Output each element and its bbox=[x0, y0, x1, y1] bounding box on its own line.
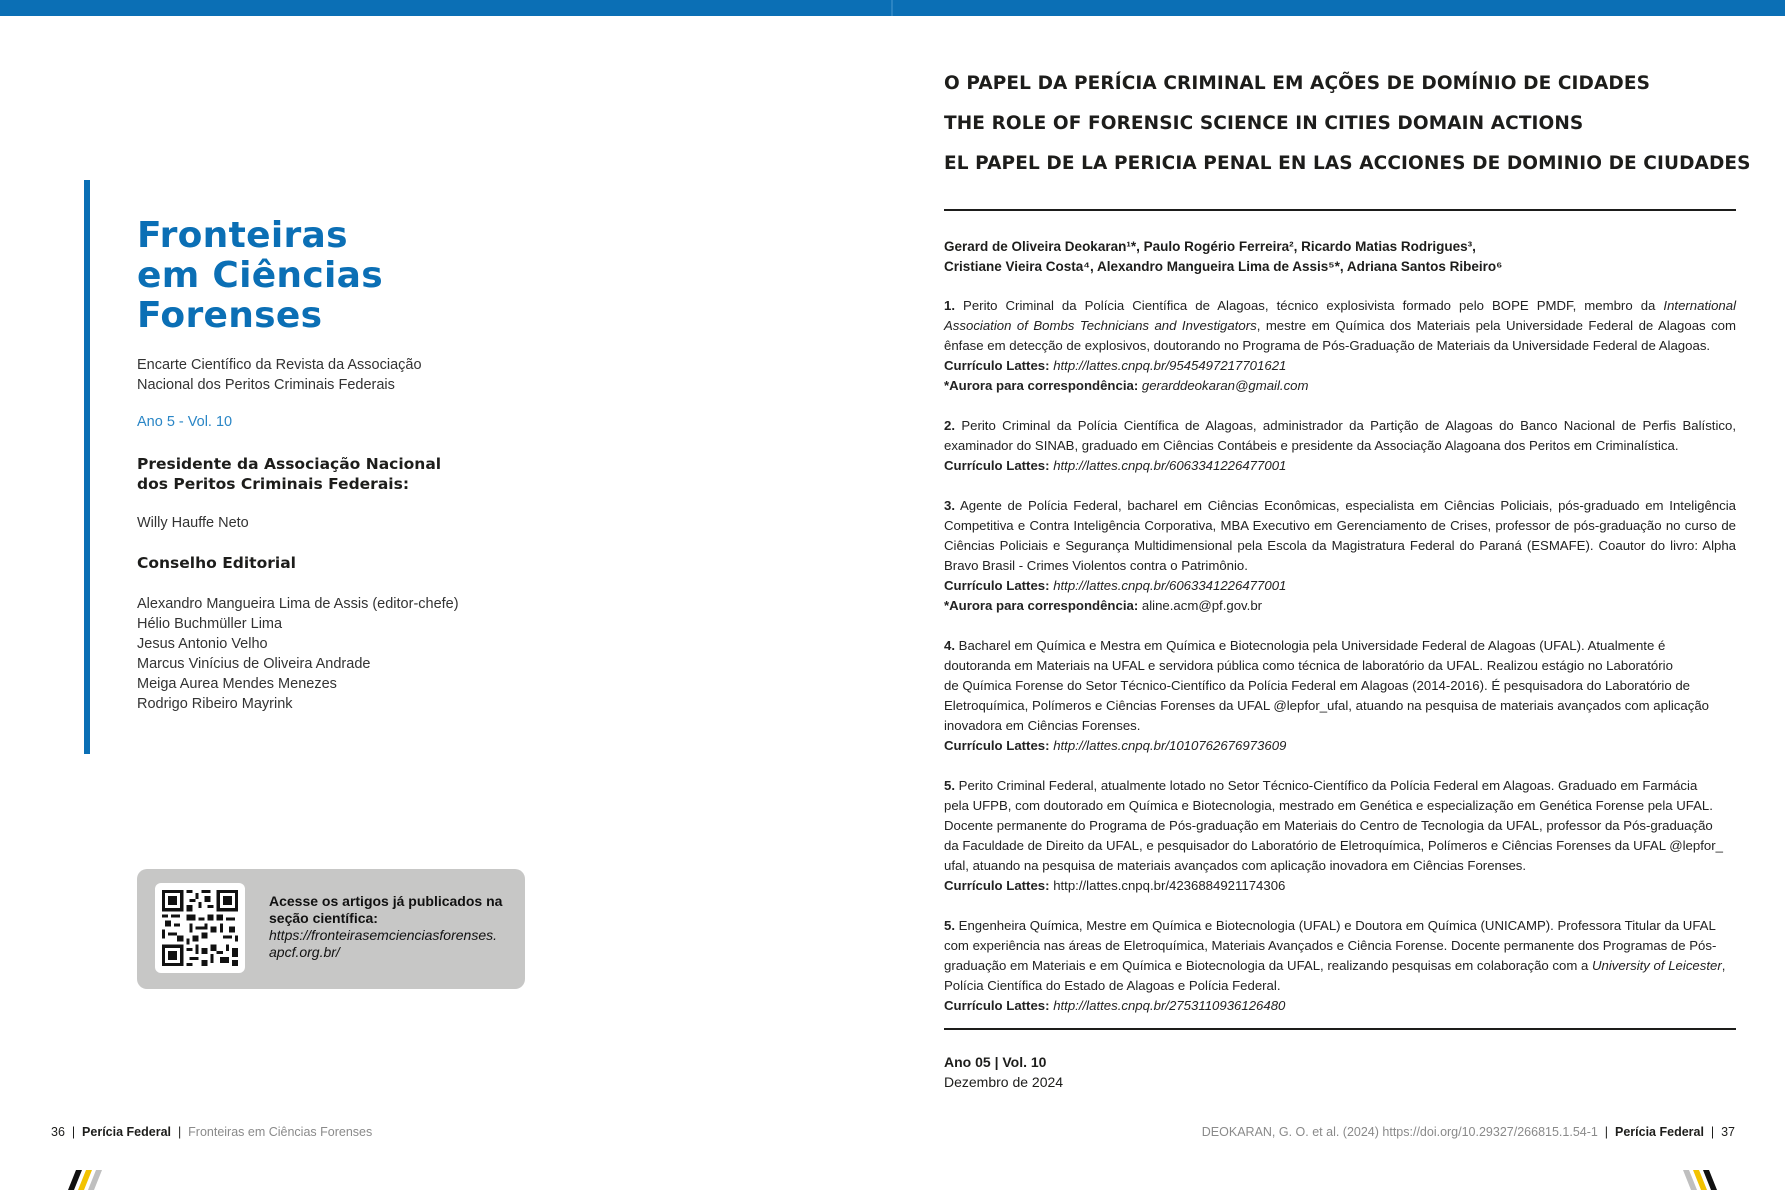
president-name: Willy Hauffe Neto bbox=[137, 515, 249, 531]
section-name: Fronteiras em Ciências Forenses bbox=[188, 1125, 373, 1139]
affiliation-text: Eletroquímica, Polímeros e Ciências Forenses da UFAL @lepfor_ufal, atuando na pesquisa de materiais avançados com aplicação bbox=[944, 698, 1709, 713]
board-member: Alexandro Mangueira Lima de Assis (editor-chefe) bbox=[137, 596, 459, 612]
issue-volume: Ano 05 | Vol. 10 bbox=[944, 1054, 1047, 1070]
affiliation-italic: International Association of Bombs Technicians and Investigators bbox=[944, 298, 1737, 333]
lattes-link[interactable]: http://lattes.cnpq.br/1010762676973609 bbox=[1053, 738, 1287, 753]
affiliation-number: 1. bbox=[944, 298, 955, 313]
lattes-label: Currículo Lattes: bbox=[944, 878, 1050, 893]
qr-callout bbox=[137, 869, 525, 989]
authors-line-2: Cristiane Vieira Costa⁴, Alexandro Mangueira Lima de Assis⁵*, Adriana Santos Ribeiro⁶ bbox=[944, 259, 1503, 274]
affiliation-text: Perito Criminal da Polícia Científica de Alagoas, administrador da Partição de Alagoas do Banco Nacional de Perfis Balístico, examinador do SINAB, graduado em Ciências Contábeis e presidente da Associação Alagoana dos Peritos em Criminalística. bbox=[944, 418, 1736, 453]
journal-title-line-1: Fronteiras bbox=[137, 215, 348, 256]
correspondence-email[interactable]: aline.acm@pf.gov.br bbox=[1141, 598, 1263, 613]
board-member: Rodrigo Ribeiro Mayrink bbox=[137, 696, 293, 712]
citation-doi[interactable]: DEOKARAN, G. O. et al. (2024) https://doi.org/10.29327/266815.1.54-1 bbox=[1201, 1125, 1598, 1139]
journal-subtitle: Encarte Científico da Revista da Associação Nacional dos Peritos Criminais Federais bbox=[137, 357, 422, 393]
title-english: THE ROLE OF FORENSIC SCIENCE IN CITIES DOMAIN ACTIONS bbox=[944, 113, 1584, 134]
qr-code-icon[interactable] bbox=[155, 883, 245, 973]
correspondence-label: *Aurora para correspondência: bbox=[944, 378, 1139, 393]
lattes-label: Currículo Lattes: bbox=[944, 358, 1050, 373]
affiliation-number: 2. bbox=[944, 418, 955, 433]
qr-heading: Acesse os artigos já publicados na seção científica: bbox=[269, 893, 503, 926]
correspondence-email[interactable]: gerarddeokaran@gmail.com bbox=[1141, 378, 1309, 393]
bottom-divider bbox=[944, 1028, 1736, 1030]
footer-left: 36 | Perícia Federal | Fronteiras em Ciências Forenses bbox=[51, 1125, 373, 1139]
lattes-link[interactable]: http://lattes.cnpq.br/2753110936126480 bbox=[1053, 998, 1286, 1013]
lattes-link[interactable]: http://lattes.cnpq.br/9545497217701621 bbox=[1053, 358, 1287, 373]
decorative-stripes-icon bbox=[1675, 1170, 1725, 1190]
magazine-name: Perícia Federal bbox=[82, 1125, 171, 1139]
volume-label: Ano 5 - Vol. 10 bbox=[137, 414, 233, 430]
article-titles bbox=[944, 72, 1751, 192]
affiliation-1 bbox=[944, 296, 1736, 396]
affiliation-text: Perito Criminal da Polícia Científica de Alagoas, técnico explosivista formado pelo BOPE PMDF, membro da bbox=[963, 298, 1664, 313]
left-accent-rule bbox=[84, 180, 90, 754]
editorial-board-list bbox=[137, 594, 459, 714]
affiliation-text: ufal, atuando na pesquisa de materiais avançados com aplicação inovadora em Ciências Forenses. bbox=[944, 858, 1527, 873]
issue-info bbox=[944, 1052, 1063, 1092]
qr-callout-text bbox=[269, 893, 509, 961]
president-heading: Presidente da Associação Nacional dos Peritos Criminais Federais: bbox=[137, 455, 442, 493]
authors-line-1: Gerard de Oliveira Deokaran¹*, Paulo Rogério Ferreira², Ricardo Matias Rodrigues³, bbox=[944, 239, 1476, 254]
affiliation-text: Docente permanente do Programa de Pós-graduação em Materiais do Centro de Tecnologia da UFAL, professor da Pós-graduação bbox=[944, 818, 1713, 833]
board-member: Jesus Antonio Velho bbox=[137, 636, 268, 652]
affiliation-number: 5. bbox=[944, 918, 955, 933]
affiliation-text: pela UFPB, com doutorado em Química e Biotecnologia, mestrado em Genética e especialização em Genética Forense pela UFAL. bbox=[944, 798, 1713, 813]
affiliation-text: de Química Forense do Setor Técnico-Científico da Polícia Federal em Alagoas (2014-2016). É pesquisadora do Laboratório de bbox=[944, 678, 1691, 693]
affiliation-text: doutoranda em Materiais na UFAL e servidora pública como técnica de laboratório da UFAL. Realizou estágio no Laboratório bbox=[944, 658, 1673, 673]
lattes-label: Currículo Lattes: bbox=[944, 998, 1050, 1013]
affiliation-text: Engenheira Química, Mestre em Química e Biotecnologia (UFAL) e Doutora em Química (UNICAMP). Professora Titular da UFAL bbox=[958, 918, 1716, 933]
affiliation-text: Bacharel em Química e Mestra em Química e Biotecnologia pela Universidade Federal de Alagoas (UFAL). Atualmente é bbox=[958, 638, 1666, 653]
author-list bbox=[944, 237, 1736, 277]
affiliation-4 bbox=[944, 636, 1736, 756]
affiliation-text: Polícia Científica do Estado de Alagoas e Polícia Federal. bbox=[944, 978, 1281, 993]
issue-date: Dezembro de 2024 bbox=[944, 1074, 1064, 1090]
affiliation-text: Perito Criminal Federal, atualmente lotado no Setor Técnico-Científico da Polícia Federal em Alagoas. Graduado em Farmácia bbox=[958, 778, 1698, 793]
journal-title-line-2: em Ciências bbox=[137, 255, 383, 296]
editorial-board-heading: Conselho Editorial bbox=[137, 554, 296, 572]
affiliation-text: Agente de Polícia Federal, bacharel em Ciências Econômicas, especialista em Ciências Policiais, pós-graduado em Inteligência Competitiva e Contra Inteligência Corporativa, MBA Executivo em Gerenciamento de Crises, professor de pós-graduação no curso de Ciências Policiais e Segurança Multidimensional pela Escola da Magistratura Federal do Paraná (ESMAFE). Coautor do livro: Alpha Bravo Brasil - Crimes Violentos contra o Patrimônio. bbox=[944, 498, 1736, 573]
affiliation-italic: University of Leicester bbox=[1592, 958, 1722, 973]
lattes-label: Currículo Lattes: bbox=[944, 738, 1050, 753]
top-color-bar bbox=[0, 0, 1785, 16]
qr-link-line-2[interactable]: apcf.org.br/ bbox=[269, 944, 340, 960]
affiliations bbox=[944, 296, 1736, 1036]
decorative-stripes-icon bbox=[60, 1170, 110, 1190]
affiliation-text: inovadora em Ciências Forenses. bbox=[944, 718, 1141, 733]
affiliation-text: , mestre em Química dos Materiais pela Universidade Federal de Alagoas com ênfase em detecção de explosivos, doutorando no Programa de Pós-Graduação de Materiais da Universidade Federal de Alagoas. bbox=[944, 318, 1736, 353]
affiliation-text: com experiência nas áreas de Eletroquímica, Materiais Avançados e Ciência Forense. Docente permanente dos Programas de Pós- bbox=[944, 938, 1717, 953]
affiliation-5 bbox=[944, 776, 1736, 896]
page-number-left: 36 bbox=[51, 1125, 65, 1139]
lattes-label: Currículo Lattes: bbox=[944, 458, 1050, 473]
affiliation-number: 4. bbox=[944, 638, 955, 653]
lattes-label: Currículo Lattes: bbox=[944, 578, 1050, 593]
journal-title-line-3: Forenses bbox=[137, 295, 323, 336]
correspondence-label: *Aurora para correspondência: bbox=[944, 598, 1139, 613]
affiliation-number: 3. bbox=[944, 498, 955, 513]
affiliation-number: 5. bbox=[944, 778, 955, 793]
lattes-link[interactable]: http://lattes.cnpq.br/6063341226477001 bbox=[1053, 458, 1287, 473]
qr-link-line-1[interactable]: https://fronteirasemcienciasforenses. bbox=[269, 927, 497, 943]
affiliation-6 bbox=[944, 916, 1736, 1016]
affiliation-text: , bbox=[1721, 958, 1726, 973]
footer-right: DEOKARAN, G. O. et al. (2024) https://doi.org/10.29327/266815.1.54-1 | Perícia Federal | 37 bbox=[1201, 1125, 1735, 1139]
affiliation-3 bbox=[944, 496, 1736, 616]
affiliation-text: da Faculdade de Direito da UFAL, e pesquisador do Laboratório de Eletroquímica, Polímeros e Ciências Forenses da UFAL @lepfor_ bbox=[944, 838, 1723, 853]
lattes-link[interactable]: http://lattes.cnpq.br/4236884921174306 bbox=[1053, 878, 1286, 893]
lattes-link[interactable]: http://lattes.cnpq.br/6063341226477001 bbox=[1053, 578, 1287, 593]
qr-link[interactable] bbox=[269, 927, 509, 961]
title-divider bbox=[944, 209, 1736, 211]
affiliation-2 bbox=[944, 416, 1736, 476]
page-number-right: 37 bbox=[1721, 1125, 1735, 1139]
journal-title bbox=[137, 216, 383, 336]
board-member: Meiga Aurea Mendes Menezes bbox=[137, 676, 337, 692]
title-spanish: EL PAPEL DE LA PERICIA PENAL EN LAS ACCIONES DE DOMINIO DE CIUDADES bbox=[944, 153, 1751, 174]
board-member: Hélio Buchmüller Lima bbox=[137, 616, 283, 632]
title-portuguese: O PAPEL DA PERÍCIA CRIMINAL EM AÇÕES DE DOMÍNIO DE CIDADES bbox=[944, 73, 1650, 94]
board-member: Marcus Vinícius de Oliveira Andrade bbox=[137, 656, 371, 672]
magazine-name: Perícia Federal bbox=[1615, 1125, 1704, 1139]
affiliation-text: graduação em Materiais e em Química e Biotecnologia da UFAL, realizando pesquisas em colaboração com a bbox=[944, 958, 1592, 973]
